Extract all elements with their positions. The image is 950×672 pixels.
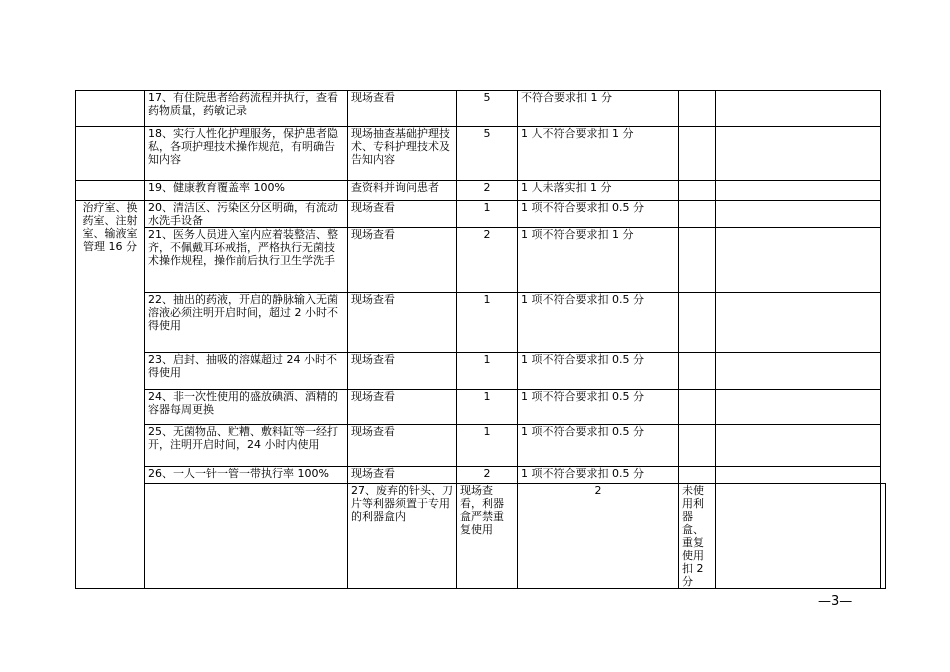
deduct-cell: 1 人不符合要求扣 1 分	[518, 127, 679, 181]
table-row	[76, 228, 886, 293]
method-cell: 现场查看	[348, 425, 457, 467]
category-cell	[76, 127, 145, 181]
category-cell	[76, 181, 145, 201]
deduct-cell: 1 项不符合要求扣 1 分	[518, 228, 679, 293]
blank-cell	[716, 201, 881, 228]
deduct-cell: 1 项不符合要求扣 0.5 分	[518, 425, 679, 467]
deduct-cell: 1 项不符合要求扣 0.5 分	[518, 467, 679, 484]
blank-cell	[679, 181, 716, 201]
item-cell: 17、有住院患者给药流程并执行，查看药物质量，药敏记录	[145, 91, 348, 127]
method-cell: 现场查看	[348, 390, 457, 425]
method-cell: 现场查看	[348, 353, 457, 390]
score-cell: 5	[457, 91, 518, 127]
item-cell: 27、废弃的针头、刀片等利器须置于专用的利器盒内	[348, 484, 457, 589]
blank-cell	[716, 293, 881, 353]
item-cell: 23、启封、抽吸的溶媒超过 24 小时不得使用	[145, 353, 348, 390]
blank-cell	[881, 484, 886, 589]
deduct-cell: 1 人未落实扣 1 分	[518, 181, 679, 201]
blank-cell	[679, 390, 716, 425]
method-cell: 现场查看	[348, 293, 457, 353]
page-number: —3—	[818, 594, 853, 609]
blank-cell	[716, 228, 881, 293]
table-row	[76, 201, 886, 228]
blank-cell	[679, 353, 716, 390]
item-cell: 20、清洁区、污染区分区明确，有流动水洗手设备	[145, 201, 348, 228]
blank-cell	[716, 181, 881, 201]
blank-cell	[716, 127, 881, 181]
blank-cell	[679, 467, 716, 484]
item-cell: 26、一人一针一管一带执行率 100%	[145, 467, 348, 484]
deduct-cell: 未使用利器盒、重复使用扣 2 分	[679, 484, 716, 589]
category-cell	[76, 91, 145, 127]
score-cell: 5	[457, 127, 518, 181]
score-cell: 2	[457, 467, 518, 484]
score-cell: 1	[457, 353, 518, 390]
table-row	[76, 91, 886, 127]
item-cell: 18、实行人性化护理服务，保护患者隐私，各项护理技术操作规范，有明确告知内容	[145, 127, 348, 181]
table-row	[76, 425, 886, 467]
blank-cell	[716, 353, 881, 390]
score-cell: 1	[457, 425, 518, 467]
deduct-cell: 1 项不符合要求扣 0.5 分	[518, 353, 679, 390]
table-row	[76, 353, 886, 390]
blank-cell	[679, 228, 716, 293]
table-row	[76, 293, 886, 353]
item-cell: 19、健康教育覆盖率 100%	[145, 181, 348, 201]
score-cell: 1	[457, 293, 518, 353]
blank-cell	[716, 467, 881, 484]
method-cell: 现场查看，利器盒严禁重复使用	[457, 484, 518, 589]
category-cell	[145, 484, 348, 589]
table-row	[76, 390, 886, 425]
table-row	[76, 181, 886, 201]
deduct-cell: 1 项不符合要求扣 0.5 分	[518, 390, 679, 425]
item-cell: 21、医务人员进入室内应着装整洁、整齐，不佩戴耳环戒指，严格执行无菌技术操作规程，操作前后执行卫生学洗手	[145, 228, 348, 293]
method-cell: 现场抽查基础护理技术、专科护理技术及告知内容	[348, 127, 457, 181]
method-cell: 现场查看	[348, 467, 457, 484]
blank-cell	[679, 127, 716, 181]
blank-cell	[716, 425, 881, 467]
score-cell: 1	[457, 201, 518, 228]
item-cell: 25、无菌物品、贮糟、敷料缸等一经打开，注明开启时间，24 小时内使用	[145, 425, 348, 467]
method-cell: 查资料并询问患者	[348, 181, 457, 201]
item-cell: 22、抽出的药液，开启的静脉输入无菌溶液必须注明开启时间，超过 2 小时不得使用	[145, 293, 348, 353]
blank-cell	[679, 91, 716, 127]
deduct-cell: 1 项不符合要求扣 0.5 分	[518, 293, 679, 353]
deduct-cell: 不符合要求扣 1 分	[518, 91, 679, 127]
method-cell: 现场查看	[348, 91, 457, 127]
table-row	[76, 467, 886, 484]
score-cell: 2	[457, 228, 518, 293]
blank-cell	[716, 484, 881, 589]
score-cell: 1	[457, 390, 518, 425]
evaluation-table	[75, 90, 886, 589]
item-cell: 24、非一次性使用的盛放碘酒、酒精的容器每周更换	[145, 390, 348, 425]
method-cell: 现场查看	[348, 201, 457, 228]
blank-cell	[679, 425, 716, 467]
blank-cell	[716, 91, 881, 127]
category-label: 治疗室、换药室、注射室、输液室管理 16 分	[76, 201, 145, 589]
deduct-cell: 1 项不符合要求扣 0.5 分	[518, 201, 679, 228]
blank-cell	[679, 293, 716, 353]
table-row	[76, 484, 886, 589]
table-row	[76, 127, 886, 181]
method-cell: 现场查看	[348, 228, 457, 293]
score-cell: 2	[518, 484, 679, 589]
score-cell: 2	[457, 181, 518, 201]
blank-cell	[679, 201, 716, 228]
blank-cell	[716, 390, 881, 425]
